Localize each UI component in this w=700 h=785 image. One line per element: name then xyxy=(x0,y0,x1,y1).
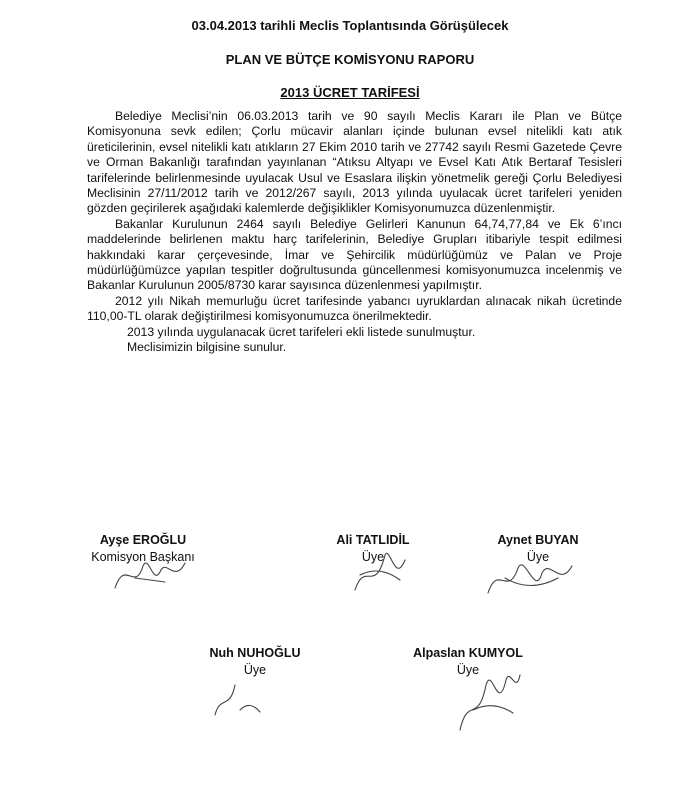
signatory-role: Üye xyxy=(526,550,550,564)
signatory-name: Alpaslan KUMYOL xyxy=(413,646,523,660)
signatory-member-1 xyxy=(318,532,428,566)
signatory-member-4 xyxy=(398,645,538,679)
signatory-role: Üye xyxy=(361,550,385,564)
signatory-member-2 xyxy=(478,532,598,566)
signatory-name: Ayşe EROĞLU xyxy=(99,533,187,547)
signatory-chair xyxy=(78,532,208,566)
meeting-date-line: 03.04.2013 tarihli Meclis Toplantısında Görüşülecek xyxy=(191,18,509,33)
signatory-role: Üye xyxy=(243,663,267,677)
paragraph-fees-law: Bakanlar Kurulunun 2464 sayılı Belediye Gelirleri Kanunun 64,74,77,84 ve Ek 6’ıncı maddelerinde belirlenen maktu harç tarifelerinin, Belediye Grupları itibariyle tespit edilmesi hakkındaki karar çerçevesinde, İmar ve Şehircilik müdürlüğümüz ve Palan ve Proje müdürlüğümüzce yapılan tespitler doğrultusunda güncellenmesi komisyonumuzca incelenmiş ve Bakanlar Kurulunun 2005/8730 karar sayısınca düzenlenmesi yapılmıştır. xyxy=(87,216,622,293)
paragraph-attached-list: 2013 yılında uygulanacak ücret tarifeleri ekli listede sunulmuştur. xyxy=(127,324,476,339)
signatory-role: Komisyon Başkanı xyxy=(91,550,195,564)
paragraph-marriage-fee: 2012 yılı Nikah memurluğu ücret tarifesinde yabancı uyruklardan alınacak nikah ücretinde 110,00-TL olarak değiştirilmesi komisyonumuzca önerilmektedir. xyxy=(87,293,622,324)
signatory-name: Aynet BUYAN xyxy=(497,533,579,547)
report-title: PLAN VE BÜTÇE KOMİSYONU RAPORU xyxy=(225,52,475,67)
signatory-member-3 xyxy=(195,645,315,679)
signatory-name: Nuh NUHOĞLU xyxy=(209,646,301,660)
signatory-name: Ali TATLIDİL xyxy=(336,533,410,547)
report-body xyxy=(87,109,622,356)
paragraph-referral: Belediye Meclisi’nin 06.03.2013 tarih ve 90 sayılı Meclis Kararı ile Plan ve Bütçe Komisyonuna sevk edilen; Çorlu mücavir alanları içinde bulunan evsel nitelikli katı atık üreticilerinin, evsel nitelikli katı atıkların 27 Ekim 2010 tarih ve 27742 sayılı Resmi Gazetede Çevre ve Orman Bakanlığı tarafından yayınlanan “Atıksu Altyapı ve Evsel Katı Atık Bertaraf Tesisleri tarifelerinde belirlenmesinde uyulacak Usul ve Esaslara ilişkin yönetmelik gereği Çorlu Belediyesi Meclisinin 27/11/2012 tarih ve 2012/267 sayılı, 2013 yılında uyulacak ücret tarifeleri yeniden gözden geçirilerek aşağıdaki kalemlerde değişiklikler Komisyonumuzca düzenlenmiştir. xyxy=(87,109,622,216)
paragraph-submission: Meclisimizin bilgisine sunulur. xyxy=(127,340,287,355)
signatory-role: Üye xyxy=(456,663,480,677)
tariff-title: 2013 ÜCRET TARİFESİ xyxy=(280,85,420,100)
